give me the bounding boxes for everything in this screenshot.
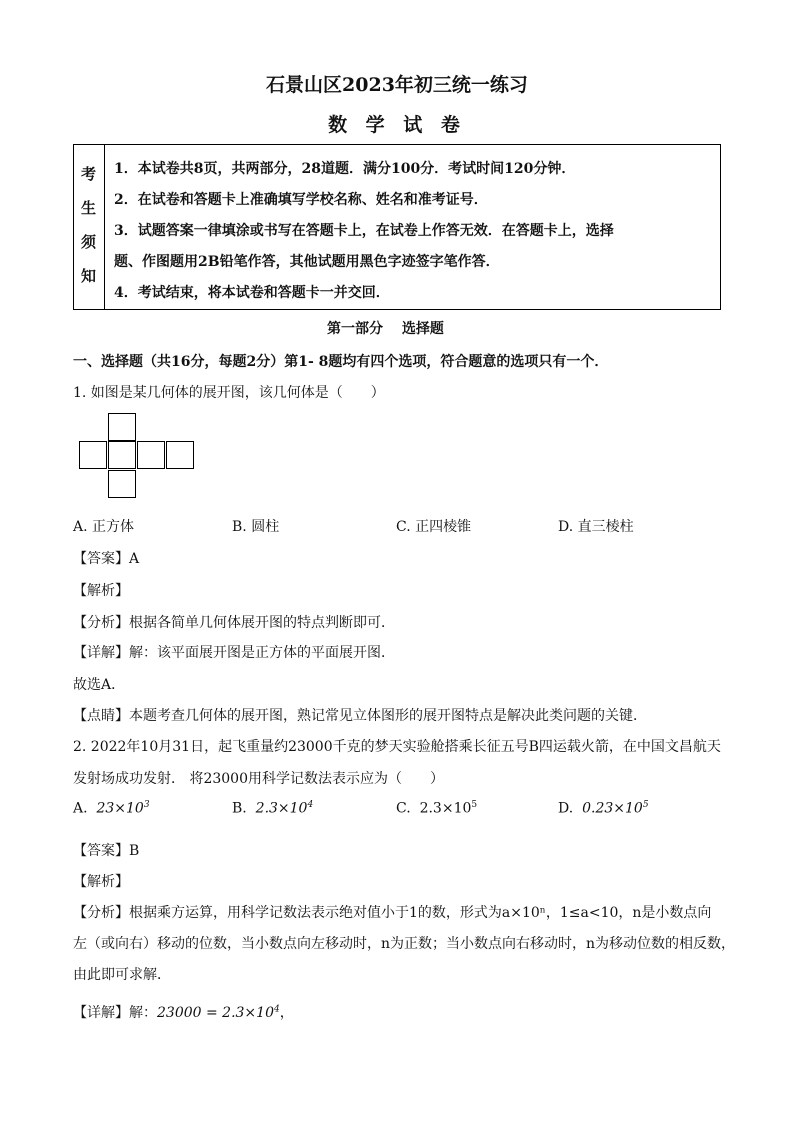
q1-xiangjie: 【详解】解：该平面展开图是正方体的平面展开图．	[73, 645, 395, 661]
notice-item: 题、作图题用2B铅笔作答，其他试题用黑色字迹签字笔作答．	[114, 254, 500, 270]
q1-option-d: D. 直三棱柱	[558, 519, 634, 535]
q2-xiangjie-prefix: 【详解】解：	[73, 1005, 157, 1021]
q2-option-d	[558, 800, 649, 817]
q2-option-d-label: D.	[558, 800, 574, 817]
q2-option-a	[73, 800, 150, 817]
net-square	[137, 441, 165, 469]
exam-title: 石景山区2023年初三统一练习	[266, 74, 528, 96]
net-square	[108, 470, 136, 498]
q2-option-b-label: B.	[232, 800, 247, 817]
exam-subtitle: 数 学 试 卷	[328, 114, 466, 136]
notice-item: 2．在试卷和答题卡上准确填写学校名称、姓名和准考证号．	[114, 192, 488, 208]
q2-option-c-label: C.	[396, 800, 411, 817]
q2-option-a-mantissa: 23×10	[96, 800, 144, 817]
q2-xiangjie-exp: 4	[273, 1004, 280, 1015]
q2-option-a-exp: 3	[143, 800, 150, 810]
q2-option-c-mantissa: 2.3×10	[419, 800, 472, 817]
notice-item: 4．考试结束，将本试卷和答题卡一并交回．	[114, 285, 390, 301]
notice-side-char: 知	[81, 267, 97, 285]
q2-option-c	[396, 800, 477, 817]
notice-side-label	[74, 145, 105, 309]
notice-side-char: 生	[81, 199, 97, 217]
q2-option-b-mantissa: 2.3×10	[255, 800, 308, 817]
notice-side-char: 考	[81, 165, 97, 183]
question-2-stem-line1: 2. 2022年10月31日，起飞重量约23000千克的梦天实验舱搭乘长征五号B四运载火箭，在中国文昌航天	[73, 739, 721, 755]
q1-option-c: C. 正四棱锥	[396, 519, 472, 535]
q2-fenxi-line2: 左（或向右）移动的位数，当小数点向左移动时，n为正数；当小数点向右移动时，n为移动位数的相反数，	[73, 936, 736, 952]
net-square	[108, 441, 136, 469]
q1-answer: 【答案】A	[73, 551, 140, 567]
q2-option-a-label: A.	[73, 800, 88, 817]
q2-option-b-exp: 4	[307, 800, 314, 810]
q1-dianjing: 【点睛】本题考查几何体的展开图，熟记常见立体图形的展开图特点是解决此类问题的关键．	[73, 708, 647, 724]
notice-side-char: 须	[81, 233, 97, 251]
question-1-stem: 1. 如图是某几何体的展开图，该几何体是（ ）	[73, 385, 385, 401]
q2-answer: 【答案】B	[73, 843, 140, 859]
q2-option-b	[232, 800, 313, 817]
q2-xiangjie-equation: 23000 = 2.3×10	[157, 1005, 274, 1021]
part-heading: 第一部分 选择题	[327, 321, 444, 337]
candidate-notice-box	[73, 144, 721, 310]
q1-analysis-label: 【解析】	[73, 583, 129, 599]
notice-item: 3．试题答案一律填涂或书写在答题卡上，在试卷上作答无效．在答题卡上，选择	[114, 223, 614, 239]
q2-option-c-exp: 5	[471, 800, 478, 810]
q2-option-d-exp: 5	[642, 800, 649, 810]
q2-option-d-mantissa: 0.23×10	[582, 800, 643, 817]
q2-analysis-label: 【解析】	[73, 874, 129, 890]
q1-fenxi: 【分析】根据各简单几何体展开图的特点判断即可．	[73, 615, 395, 631]
section-heading: 一、选择题（共16分，每题2分）第1- 8题均有四个选项，符合题意的选项只有一个．	[73, 354, 609, 370]
q1-option-b: B. 圆柱	[232, 519, 280, 535]
notice-item: 1．本试卷共8页，共两部分，28道题．满分100分．考试时间120分钟．	[114, 161, 576, 177]
q2-xiangjie	[73, 1002, 294, 1022]
question-2-stem-line2: 发射场成功发射． 将23000用科学记数法表示应为（ ）	[73, 771, 444, 787]
net-square	[79, 441, 107, 469]
net-square	[108, 413, 136, 441]
q1-option-a: A. 正方体	[73, 519, 135, 535]
q2-fenxi-line3: 由此即可求解．	[73, 967, 171, 983]
q1-conclusion: 故选A．	[73, 677, 126, 693]
q2-xiangjie-suffix: ，	[279, 1005, 294, 1021]
q2-fenxi-line1: 【分析】根据乘方运算，用科学记数法表示绝对值小于1的数，形式为a×10ⁿ，1≤a<10，n是小数点向	[73, 905, 712, 921]
net-square	[166, 441, 194, 469]
